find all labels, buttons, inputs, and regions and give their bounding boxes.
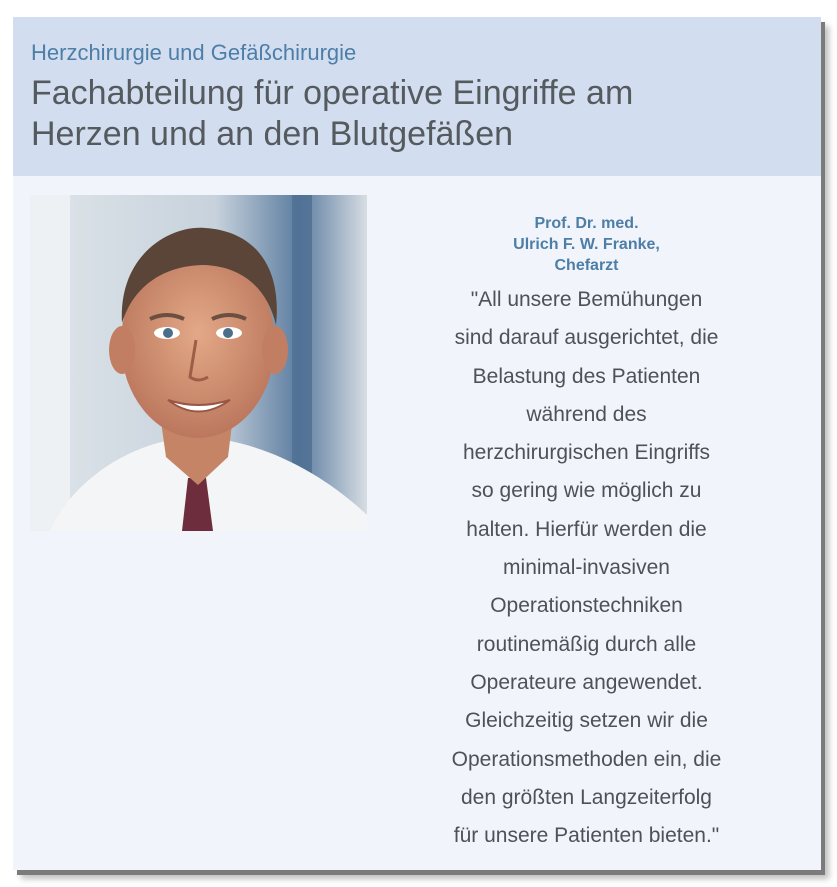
doctor-name (413, 213, 760, 276)
quote-line: so gering wie möglich zu (471, 479, 702, 503)
quote-line: Operationsmethoden ein, die (451, 747, 722, 771)
quote-line: Belastung des Patienten (472, 364, 701, 388)
quote-line: halten. Hierfür werden die (466, 517, 707, 541)
doctor-name-line: Ulrich F. W. Franke, (513, 236, 660, 253)
quote-line: Operateure angewendet. (470, 670, 703, 694)
doctor-portrait (30, 195, 367, 531)
department-subtitle: Herzchirurgie und Gefäßchirurgie (31, 40, 357, 65)
card-header (13, 17, 821, 176)
doctor-quote (413, 281, 760, 855)
quote-line: Gleichzeitig setzen wir die (465, 709, 708, 733)
quote-line: während des (526, 402, 647, 426)
quote-line: sind darauf ausgerichtet, die (454, 326, 719, 350)
quote-line: für unsere Patienten bieten." (453, 824, 720, 848)
quote-line: den größten Langzeiterfolg (460, 785, 712, 809)
doctor-name-line: Chefarzt (554, 257, 619, 274)
doctor-info (413, 213, 760, 855)
doctor-name-line: Prof. Dr. med. (534, 215, 639, 232)
quote-line: herzchirurgischen Eingriffs (462, 441, 711, 465)
department-card (13, 17, 821, 870)
quote-line: "All unsere Bemühungen (470, 288, 703, 311)
quote-line: routinemäßig durch alle (476, 632, 697, 656)
department-title-line: Herzen und an den Blutgefäßen (31, 115, 514, 153)
doctor-portrait-image (30, 195, 367, 531)
department-title-line: Fachabteilung für operative Eingriffe am (31, 74, 634, 112)
quote-line: Operationstechniken (490, 594, 683, 618)
quote-line: minimal-invasiven (503, 556, 670, 580)
department-title (31, 73, 803, 155)
